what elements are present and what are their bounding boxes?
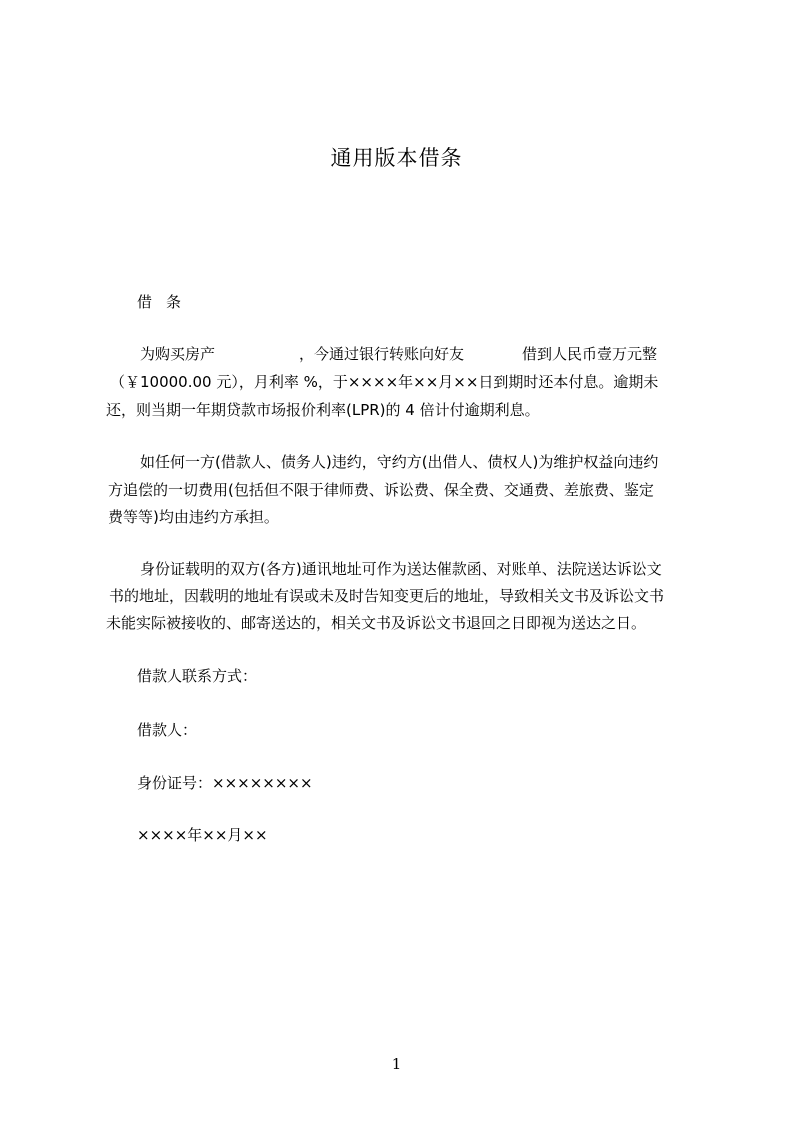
page-number: 1 (391, 1055, 402, 1073)
id-number-label: 身份证号：×××××××× (137, 774, 313, 792)
date-line: ××××年××月×× (137, 826, 268, 844)
paragraph-line: 书的地址，因载明的地址有误或未及时告知变更后的地址，导致相关文书及诉讼文书 (109, 587, 665, 605)
paragraph-text: 为购买房产 (140, 345, 216, 363)
paragraph-line: 身份证载明的双方(各方)通讯地址可作为送达催款函、对账单、法院送达诉讼文 (140, 560, 662, 578)
paragraph-line: （￥10000.00 元），月利率 %，于××××年××月××日到期时还本付息。逾期未 (110, 373, 659, 391)
paragraph-line: 方追偿的一切费用(包括但不限于律师费、诉讼费、保全费、交通费、差旅费、鉴定 (108, 481, 654, 499)
paragraph-line: 还，则当期一年期贷款市场报价利率(LPR)的 4 倍计付逾期利息。 (106, 401, 540, 419)
paragraph-text: ，今通过银行转账向好友 (299, 345, 465, 363)
contact-label: 借款人联系方式： (137, 667, 258, 685)
section-heading: 借条 (137, 293, 196, 311)
paragraph-line: 未能实际被接收的、邮寄送达的，相关文书及诉讼文书退回之日即视为送达之日。 (106, 614, 647, 632)
paragraph-line (140, 344, 657, 364)
paragraph-line: 费等等)均由违约方承担。 (108, 508, 279, 526)
paragraph-line: 如任何一方(借款人、债务人)违约，守约方(出借人、债权人)为维护权益向违约 (140, 453, 659, 471)
document-title: 通用版本借条 (330, 146, 463, 170)
paragraph-text: 借到人民币壹万元整 (522, 345, 658, 363)
borrower-label: 借款人： (137, 721, 198, 739)
